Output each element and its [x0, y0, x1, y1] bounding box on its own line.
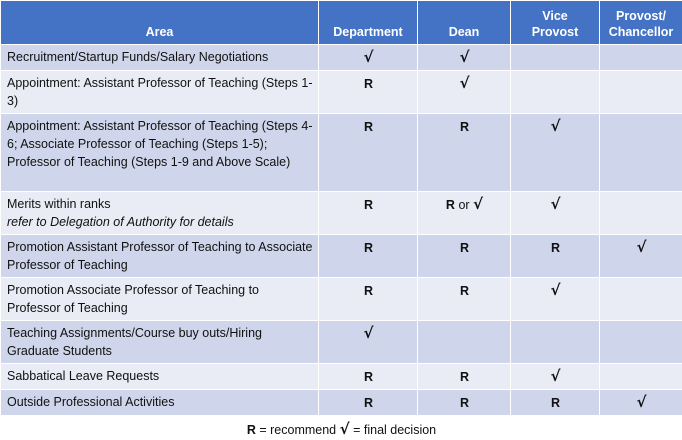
header-row [1, 1, 682, 45]
legend [1, 416, 682, 440]
department-cell: R [319, 235, 418, 278]
check-icon: √ [473, 195, 483, 213]
vice-provost-cell [511, 321, 600, 364]
header-vice-provost [511, 1, 600, 45]
vice-provost-cell [511, 192, 600, 235]
vice-provost-cell [511, 278, 600, 321]
provost-cell [600, 45, 682, 71]
vice-provost-cell: R [511, 235, 600, 278]
check-icon: √ [550, 195, 560, 213]
header-vice-provost-line1: Vice [542, 9, 568, 23]
area-cell: Appointment: Assistant Professor of Teaching (Steps 1-3) [1, 71, 319, 114]
provost-cell [600, 114, 682, 192]
dean-r: R [446, 198, 455, 212]
dean-cell [418, 71, 511, 114]
dean-cell [418, 192, 511, 235]
department-cell: R [319, 390, 418, 416]
header-area: Area [1, 1, 319, 45]
provost-cell [600, 364, 682, 390]
provost-cell [600, 321, 682, 364]
area-cell [1, 192, 319, 235]
dean-or: or [458, 198, 469, 212]
vice-provost-cell [511, 71, 600, 114]
check-icon: √ [459, 74, 469, 92]
table-row [1, 235, 682, 278]
check-icon: √ [363, 48, 373, 66]
vice-provost-cell [511, 114, 600, 192]
area-cell: Appointment: Assistant Professor of Teaching (Steps 4-6; Associate Professor of Teaching (Steps 1-5); Professor of Teaching (Steps 1-9 and Above Scale) [1, 114, 319, 192]
vice-provost-cell [511, 45, 600, 71]
check-icon: √ [363, 324, 373, 342]
provost-cell [600, 235, 682, 278]
check-icon: √ [550, 117, 560, 135]
header-provost-line2: Chancellor [609, 25, 674, 39]
check-icon: √ [550, 281, 560, 299]
area-cell: Recruitment/Startup Funds/Salary Negotiations [1, 45, 319, 71]
table-row [1, 278, 682, 321]
department-cell: R [319, 278, 418, 321]
check-icon: √ [636, 238, 646, 256]
area-cell: Outside Professional Activities [1, 390, 319, 416]
area-cell: Teaching Assignments/Course buy outs/Hiring Graduate Students [1, 321, 319, 364]
provost-cell [600, 390, 682, 416]
table-row [1, 192, 682, 235]
provost-cell [600, 278, 682, 321]
dean-cell [418, 45, 511, 71]
provost-cell [600, 192, 682, 235]
area-title: Merits within ranks [7, 197, 111, 211]
check-icon: √ [550, 367, 560, 385]
vice-provost-cell: R [511, 390, 600, 416]
table-row [1, 321, 682, 364]
dean-cell: R [418, 235, 511, 278]
department-cell: R [319, 364, 418, 390]
check-icon: √ [340, 420, 350, 438]
dean-cell: R [418, 278, 511, 321]
check-icon: √ [459, 48, 469, 66]
header-dean: Dean [418, 1, 511, 45]
department-cell: R [319, 71, 418, 114]
table-row [1, 71, 682, 114]
legend-r-text: = recommend [256, 423, 340, 437]
department-cell: R [319, 192, 418, 235]
legend-check-text: = final decision [350, 423, 437, 437]
table-row [1, 45, 682, 71]
header-provost-line1: Provost/ [616, 9, 666, 23]
area-cell: Promotion Associate Professor of Teaching to Professor of Teaching [1, 278, 319, 321]
department-cell [319, 45, 418, 71]
department-cell [319, 321, 418, 364]
department-cell: R [319, 114, 418, 192]
dean-cell: R [418, 364, 511, 390]
header-vice-provost-line2: Provost [532, 25, 579, 39]
table-row [1, 364, 682, 390]
dean-cell [418, 321, 511, 364]
area-note: refer to Delegation of Authority for details [7, 213, 313, 231]
vice-provost-cell [511, 364, 600, 390]
provost-cell [600, 71, 682, 114]
header-department: Department [319, 1, 418, 45]
area-cell: Sabbatical Leave Requests [1, 364, 319, 390]
check-icon: √ [636, 393, 646, 411]
legend-row [1, 416, 682, 440]
table-row [1, 390, 682, 416]
area-cell: Promotion Assistant Professor of Teaching to Associate Professor of Teaching [1, 235, 319, 278]
table-row [1, 114, 682, 192]
dean-cell: R [418, 114, 511, 192]
legend-r: R [247, 423, 256, 437]
dean-cell: R [418, 390, 511, 416]
header-provost-chancellor [600, 1, 682, 45]
